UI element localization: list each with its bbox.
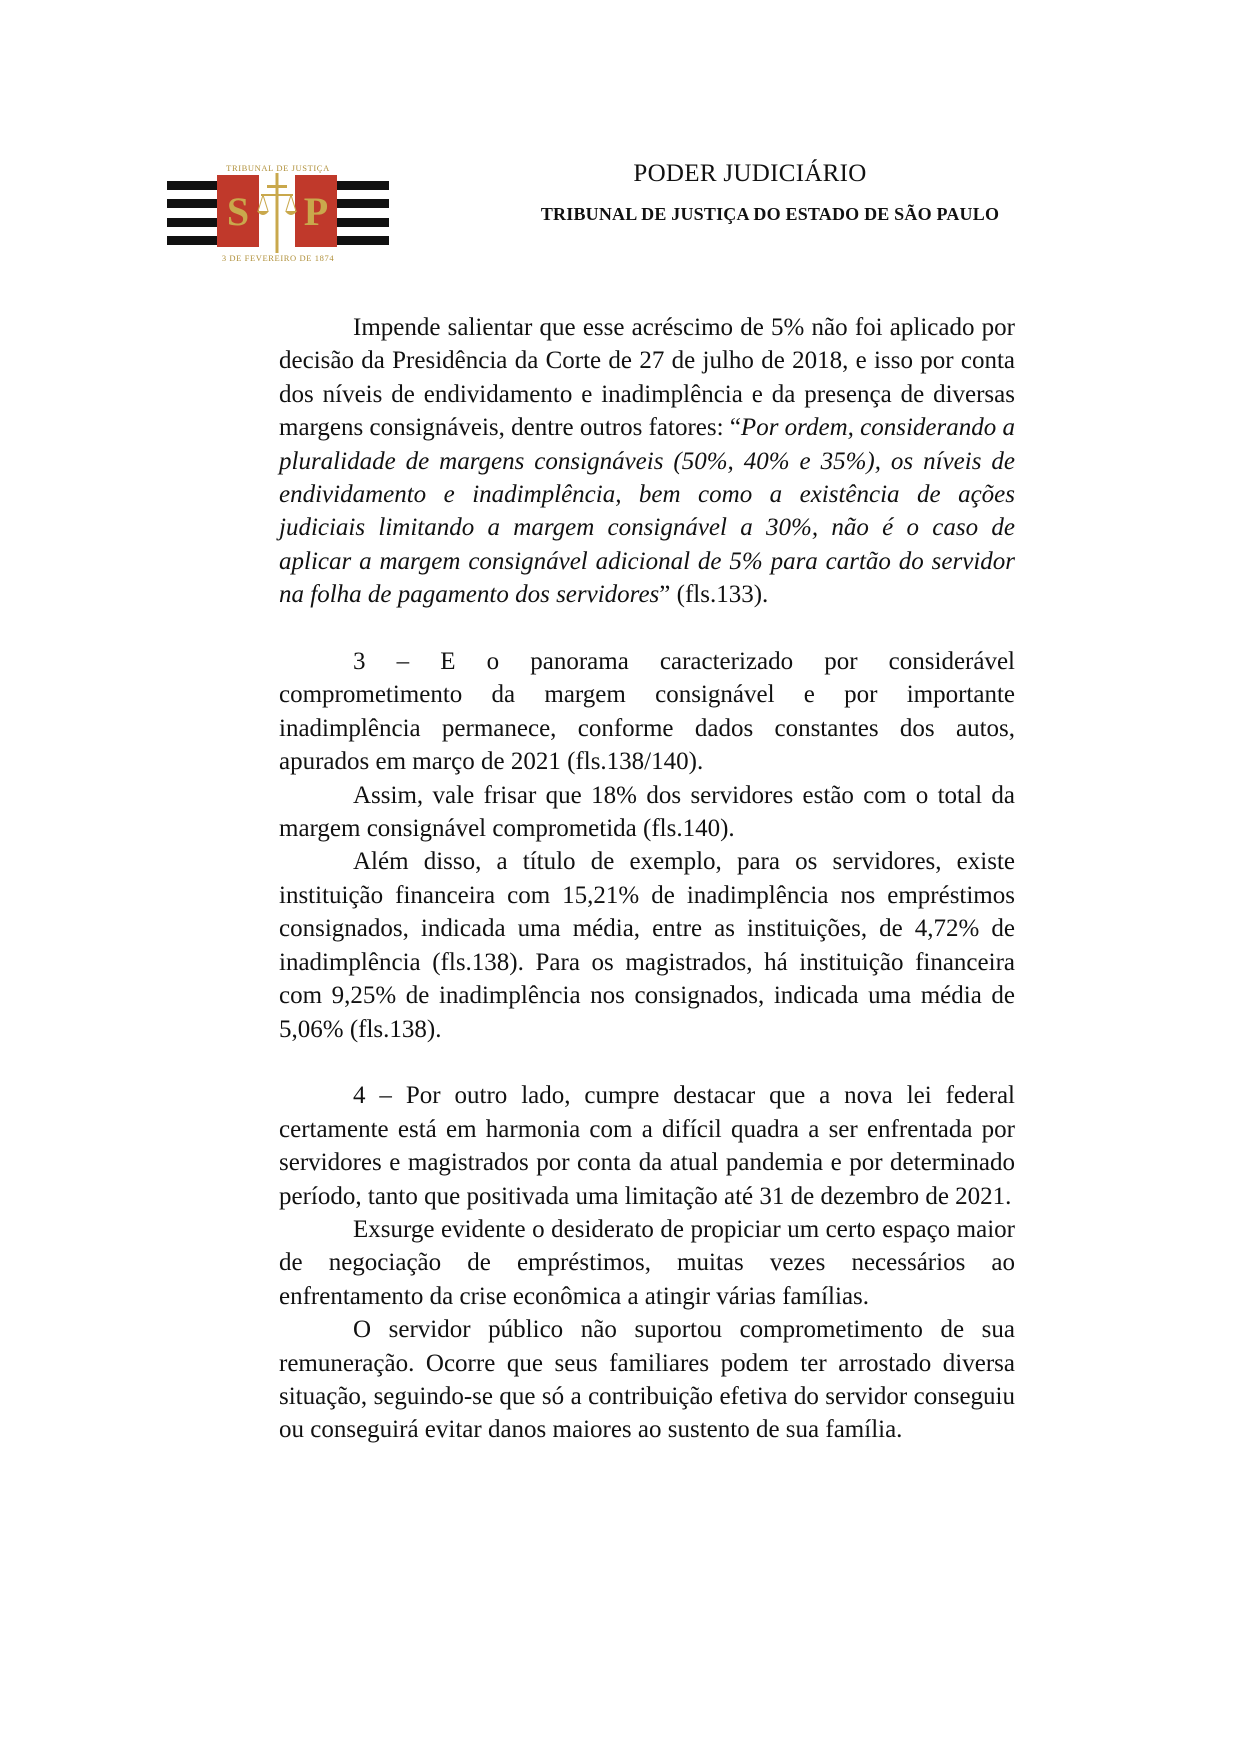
paragraph-1-quote: Por ordem, considerando a pluralidade de margens consignáveis (50%, 40% e 35%), os níveis de endividamento e inadimplência, bem como a existência de ações judiciais limitando a margem consignável a 30%, não é o caso de aplicar a margem consignável adicional de 5% para cartão do servidor na folha de pagamento dos servidores [279,414,1015,609]
paragraph-6: Exsurge evidente o desiderato de propiciar um certo espaço maior de negociação de empréstimos, muitas vezes necessários ao enfrentamento da crise econômica a atingir várias famílias. [279,1215,1015,1310]
paragraph-3: Assim, vale frisar que 18% dos servidores estão com o total da margem consignável comprometida (fls.140). [279,781,1015,843]
document-body [279,311,1015,1447]
paragraph-1 [279,311,1015,612]
header-title: PODER JUDICIÁRIO [633,160,867,187]
logo-letter-p: P [303,189,329,234]
tjsp-logo [167,163,389,266]
paragraph-4: Além disso, a título de exemplo, para os servidores, existe instituição financeira com 15,21% de inadimplência nos empréstimos consignados, indicada uma média, entre as instituições, de 4,72% de inadimplência (fls.138). Para os magistrados, há instituição financeira com 9,25% de inadimplência nos consignados, indicada uma média de 5,06% (fls.138). [279,848,1015,1043]
paragraph-1-text-a: Impende salientar que esse acréscimo de 5% não foi aplicado por decisão da Presidência da Corte de 27 de julho de 2018, e isso por conta dos níveis de endividamento e inadimplência e da presença de diversas margens consignáveis, dentre outros fatores: “ [279,314,1015,442]
header-subtitle: TRIBUNAL DE JUSTIÇA DO ESTADO DE SÃO PAULO [540,204,1000,224]
paragraph-5: 4 – Por outro lado, cumpre destacar que a nova lei federal certamente está em harmonia com a difícil quadra a ser enfrentada por servidores e magistrados por conta da atual pandemia e por determinado período, tanto que positivada uma limitação até 31 de dezembro de 2021. [279,1082,1015,1210]
logo-letter-s: S [226,189,250,234]
logo-top-text: TRIBUNAL DE JUSTIÇA [226,163,330,173]
tjsp-emblem-icon [167,173,389,253]
logo-bottom-text: 3 DE FEVEREIRO DE 1874 [221,253,335,263]
paragraph-1-text-b: ” (fls.133). [659,581,769,609]
paragraph-7: O servidor público não suportou comprometimento de sua remuneração. Ocorre que seus familiares podem ter arrostado diversa situação, seguindo-se que só a contribuição efetiva do servidor conseguiu ou conseguirá evitar danos maiores ao sustento de sua família. [279,1316,1015,1444]
paragraph-2: 3 – E o panorama caracterizado por considerável comprometimento da margem consignável e por importante inadimplência permanece, conforme dados constantes dos autos, apurados em março de 2021 (fls.138/140). [279,648,1015,776]
